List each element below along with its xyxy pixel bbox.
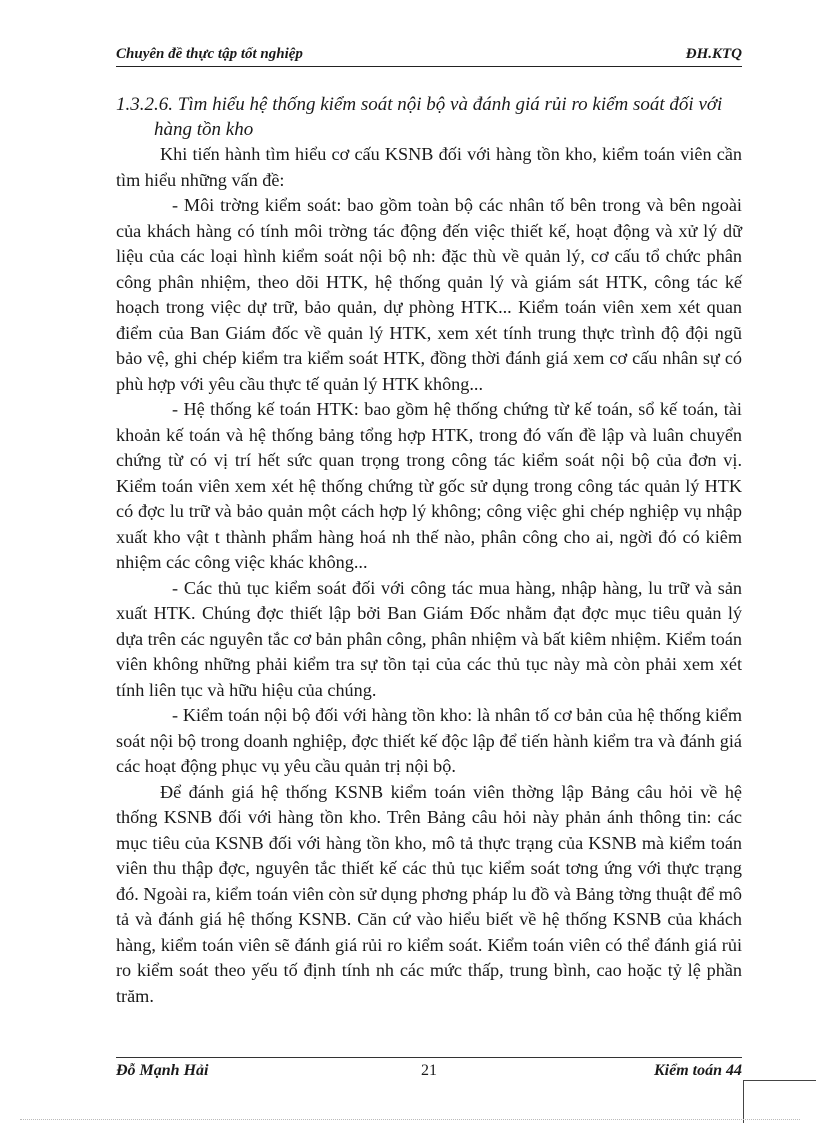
header-title: Chuyên đề thực tập tốt nghiệp bbox=[116, 46, 303, 62]
footer-author: Đỗ Mạnh Hải bbox=[116, 1062, 209, 1079]
page-header bbox=[116, 46, 742, 66]
page-edge-dotted-line bbox=[20, 1119, 800, 1120]
crop-mark-vertical bbox=[743, 1080, 744, 1123]
section-heading bbox=[116, 92, 742, 142]
paragraph-internal-audit: - Kiểm toán nội bộ đối với hàng tồn kho: là nhân tố cơ bản của hệ thống kiểm soát nội bộ trong doanh nghiệp, đợc thiết kế độc lập để tiến hành kiểm tra và đánh giá các hoạt động phục vụ yêu cầu quản trị nội bộ. bbox=[116, 705, 742, 776]
paragraph-intro: Khi tiến hành tìm hiểu cơ cấu KSNB đối với hàng tồn kho, kiểm toán viên cần tìm hiểu những vấn đề: bbox=[116, 144, 742, 190]
section-heading-line-1: 1.3.2.6. Tìm hiểu hệ thống kiểm soát nội bộ và đánh giá rủi ro kiểm soát đối với bbox=[116, 94, 723, 115]
paragraph-assessment: Để đánh giá hệ thống KSNB kiểm toán viên thờng lập Bảng câu hỏi về hệ thống KSNB đối với hàng tồn kho. Trên Bảng câu hỏi này phản ánh thông tin: các mục tiêu của KSNB đối với hàng tồn kho, mô tả thực trạng của KSNB mà kiểm toán viên thu thập đợc, nguyên tắc thiết kế các thủ tục kiểm soát tơng ứng với thực trạng đó. Ngoài ra, kiểm toán viên còn sử dụng phơng pháp lu đồ và Bảng tờng thuật để mô tả và đánh giá hệ thống KSNB. Căn cứ vào hiểu biết về hệ thống KSNB của khách hàng, kiểm toán viên sẽ đánh giá rủi ro kiểm soát. Kiểm toán viên có thể đánh giá rủi ro kiểm soát theo yếu tố định tính nh các mức thấp, trung bình, cao hoặc tỷ lệ phần trăm. bbox=[116, 781, 742, 1006]
page-number: 21 bbox=[421, 1062, 437, 1079]
header-code: ĐH.KTQ bbox=[685, 46, 742, 62]
section-heading-line-2: hàng tồn kho bbox=[154, 119, 254, 140]
page-footer bbox=[116, 1062, 742, 1084]
body-text bbox=[116, 142, 742, 1009]
crop-mark-horizontal bbox=[743, 1080, 816, 1081]
header-rule bbox=[116, 66, 742, 67]
footer-rule bbox=[116, 1057, 742, 1058]
paragraph-accounting-system: - Hệ thống kế toán HTK: bao gồm hệ thống chứng từ kế toán, sổ kế toán, tài khoản kế toán và hệ thống bảng tổng hợp HTK, trong đó vấn đề lập và luân chuyển chứng từ có vị trí hết sức quan trọng trong công tác kiểm soát nội bộ của đơn vị. Kiểm toán viên xem xét hệ thống chứng từ gốc sử dụng trong công tác quản lý HTK có đợc lu trữ và bảo quản một cách hợp lý không; công việc ghi chép nghiệp vụ nhập xuất kho vật t thành phẩm hàng hoá nh thế nào, phân công cho ai, ngời đó có kiêm nhiệm các công việc khác không... bbox=[116, 399, 742, 572]
footer-class: Kiểm toán 44 bbox=[653, 1062, 742, 1079]
paragraph-control-environment: - Môi trờng kiểm soát: bao gồm toàn bộ các nhân tố bên trong và bên ngoài của khách hàng có tính môi trờng tác động đến việc thiết kế, hoạt động và xử lý dữ liệu của các loại hình kiểm soát nội bộ nh: đặc thù về quản lý, cơ cấu tổ chức phân công phân nhiệm, theo dõi HTK, hệ thống quản lý và giám sát HTK, công tác kế hoạch trong việc dự trữ, bảo quản, dự phòng HTK... Kiểm toán viên xem xét quan điểm của Ban Giám đốc về quản lý HTK, xem xét tính trung thực trình độ đội ngũ bảo vệ, ghi chép kiểm tra kiểm soát HTK, đồng thời đánh giá xem cơ cấu nhân sự có phù hợp với yêu cầu thực tế quản lý HTK không... bbox=[116, 195, 742, 394]
paragraph-control-procedures: - Các thủ tục kiểm soát đối với công tác mua hàng, nhập hàng, lu trữ và sản xuất HTK. Chúng đợc thiết lập bởi Ban Giám Đốc nhằm đạt đợc mục tiêu quản lý dựa trên các nguyên tắc cơ bản phân công, phân nhiệm và bất kiêm nhiệm. Kiểm toán viên không những phải kiểm tra sự tồn tại của các thủ tục này mà còn phải xem xét tính liên tục và hữu hiệu của chúng. bbox=[116, 577, 742, 700]
